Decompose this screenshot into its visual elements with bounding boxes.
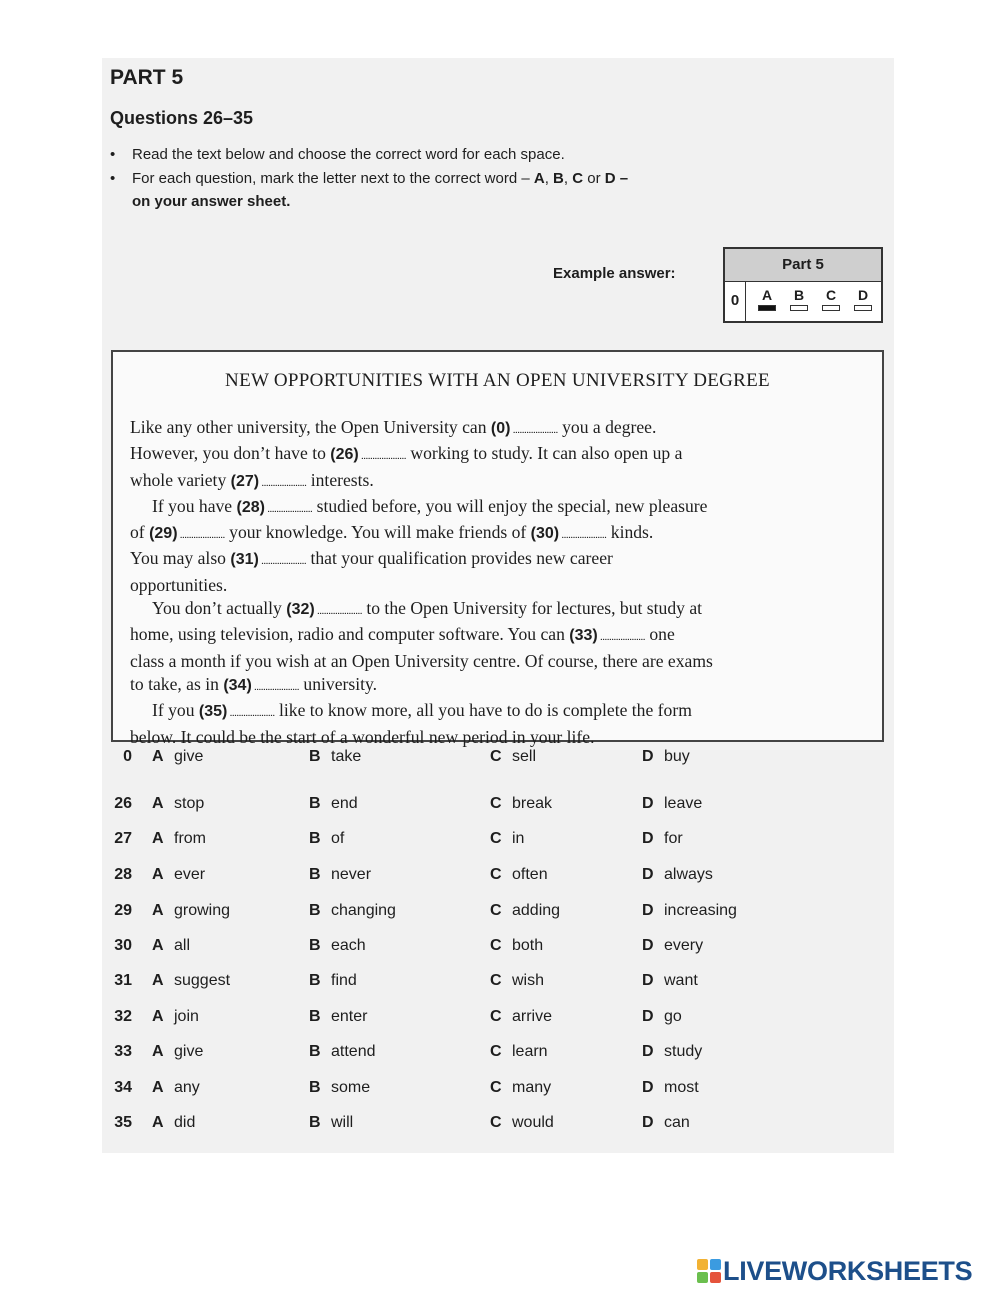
question-row	[104, 1008, 884, 1032]
passage-text: home, using television, radio and computer software. You can	[130, 624, 570, 645]
gap-number: (31)	[230, 551, 259, 569]
passage-text: Like any other university, the Open University can	[130, 417, 491, 437]
gap-blank[interactable]: ....................	[259, 476, 307, 489]
option-letter: A	[152, 748, 164, 765]
passage-body	[130, 416, 870, 749]
example-option-d[interactable]	[851, 287, 875, 311]
passage-text: If you have	[152, 495, 237, 516]
option-a[interactable]	[152, 937, 190, 955]
gap-blank[interactable]: ....................	[227, 707, 275, 720]
option-letter: D	[642, 830, 654, 847]
passage-text: below. It could be the start of a wonderful new period in your life.	[130, 726, 595, 747]
option-letter: D	[642, 1079, 654, 1096]
option-word: every	[664, 937, 704, 954]
example-option-letter: D	[857, 287, 869, 303]
option-word: increasing	[664, 902, 737, 919]
option-letter: B	[309, 1008, 321, 1025]
option-letter: A	[152, 1008, 164, 1025]
option-letter: C	[490, 866, 502, 883]
option-letter: A	[152, 830, 164, 847]
option-word: many	[512, 1079, 552, 1096]
option-b[interactable]	[309, 1114, 353, 1132]
passage-line	[130, 623, 870, 649]
option-a[interactable]	[152, 795, 204, 813]
option-word: from	[174, 830, 206, 847]
question-number: 35	[114, 1114, 132, 1131]
option-word: give	[174, 1043, 204, 1060]
example-option-letter: A	[761, 287, 773, 303]
question-number: 0	[123, 748, 132, 765]
option-word: stop	[174, 795, 205, 812]
option-letter: B	[309, 1079, 321, 1096]
option-word: changing	[331, 902, 396, 919]
option-a[interactable]	[152, 1079, 200, 1097]
question-number: 34	[114, 1079, 132, 1096]
option-letter: D	[642, 937, 654, 954]
passage-text: of	[130, 522, 150, 543]
option-b[interactable]	[309, 937, 366, 955]
option-c[interactable]	[490, 937, 543, 955]
question-number: 26	[114, 795, 132, 812]
passage-line	[130, 495, 870, 521]
option-letter: C	[490, 902, 502, 919]
option-word: of	[331, 830, 345, 847]
option-word: all	[174, 937, 191, 954]
example-number: 0	[725, 281, 746, 321]
passage-text: working to study. It can also open up a	[405, 443, 683, 464]
gap-blank[interactable]: ....................	[314, 605, 362, 618]
option-word: wish	[512, 972, 545, 989]
option-word: give	[174, 748, 204, 765]
option-a[interactable]	[152, 902, 230, 920]
option-word: attend	[331, 1043, 376, 1060]
passage-text: like to know more, all you have to do is complete the form	[274, 700, 692, 721]
option-letter: C	[490, 1008, 502, 1025]
gap-number: (27)	[230, 472, 260, 490]
option-c[interactable]	[490, 1008, 552, 1026]
option-c[interactable]	[490, 866, 548, 884]
gap-blank[interactable]: ....................	[510, 424, 558, 436]
question-number: 28	[114, 866, 132, 883]
answer-mark	[854, 305, 872, 311]
gap-number: (29)	[149, 525, 178, 543]
option-letter: A	[152, 1114, 164, 1131]
question-row	[104, 1079, 884, 1103]
gap-blank[interactable]: ....................	[258, 555, 307, 568]
option-word: in	[512, 830, 525, 847]
bullet: •	[110, 146, 116, 163]
option-word: growing	[174, 902, 231, 919]
option-word: never	[331, 866, 372, 883]
option-letter: C	[490, 748, 502, 765]
gap-blank[interactable]: ....................	[358, 450, 406, 463]
option-b[interactable]	[309, 748, 361, 766]
example-option-c[interactable]	[819, 287, 843, 311]
option-a[interactable]	[152, 748, 203, 766]
option-b[interactable]	[309, 1008, 367, 1026]
option-d[interactable]	[642, 830, 683, 848]
option-word: for	[664, 830, 683, 847]
passage-text: to the Open University for lectures, but study at	[361, 598, 703, 619]
option-word: some	[331, 1079, 371, 1096]
option-c[interactable]	[490, 830, 524, 848]
option-a[interactable]	[152, 1008, 199, 1026]
example-answer-box	[723, 247, 883, 323]
option-c[interactable]	[490, 1043, 548, 1061]
answer-mark	[822, 305, 840, 311]
option-letter: C	[490, 1079, 502, 1096]
option-letter: B	[309, 1114, 321, 1131]
gap-number: (33)	[569, 627, 598, 645]
option-d[interactable]	[642, 866, 713, 884]
gap-number: (32)	[286, 601, 315, 619]
option-b[interactable]	[309, 1043, 375, 1061]
option-d[interactable]	[642, 748, 690, 766]
question-row	[104, 972, 884, 996]
option-word: both	[512, 937, 544, 954]
passage-line	[130, 650, 870, 673]
instruction-1: • Read the text below and choose the correct word for each space.	[110, 146, 565, 163]
option-letter: C	[490, 972, 502, 989]
gap-number: (26)	[330, 446, 359, 464]
option-word: will	[331, 1114, 354, 1131]
option-letter: A	[152, 795, 164, 812]
option-word: can	[664, 1114, 690, 1131]
question-row	[104, 937, 884, 961]
gap-blank[interactable]: ....................	[597, 631, 645, 644]
option-d[interactable]	[642, 1008, 682, 1026]
option-letter: D	[642, 1114, 654, 1131]
option-letter: B	[309, 866, 321, 883]
option-a[interactable]	[152, 830, 206, 848]
gap-number: (35)	[198, 703, 228, 721]
question-row	[104, 795, 884, 819]
option-word: study	[664, 1043, 703, 1060]
example-box-title: Part 5	[725, 249, 881, 282]
option-word: most	[664, 1079, 699, 1096]
passage-line	[130, 726, 870, 749]
option-d[interactable]	[642, 1043, 702, 1061]
gap-number: (34)	[223, 676, 252, 694]
passage-line	[130, 574, 870, 597]
option-word: take	[331, 748, 362, 765]
passage-text: You don’t actually	[152, 598, 287, 619]
option-b[interactable]	[309, 866, 371, 884]
option-c[interactable]	[490, 1079, 551, 1097]
option-d[interactable]	[642, 795, 702, 813]
option-letter: A	[152, 902, 164, 919]
option-letter: B	[309, 748, 321, 765]
passage-line	[130, 521, 870, 547]
option-word: learn	[512, 1043, 548, 1060]
option-d[interactable]	[642, 937, 703, 955]
option-word: leave	[664, 795, 703, 812]
question-number: 27	[114, 830, 132, 847]
question-number: 33	[114, 1043, 132, 1060]
passage-text: your knowledge. You will make friends of	[224, 522, 531, 543]
gap-blank[interactable]: ....................	[264, 502, 313, 515]
question-row	[104, 1114, 884, 1138]
question-number: 31	[114, 972, 132, 989]
bullet: •	[110, 170, 116, 187]
option-c[interactable]	[490, 748, 536, 766]
passage-text: class a month if you wish at an Open University centre. Of course, there are exams	[130, 650, 713, 671]
option-letter: A	[152, 972, 164, 989]
question-number: 32	[114, 1008, 132, 1025]
option-word: each	[331, 937, 366, 954]
option-letter: A	[152, 1043, 164, 1060]
passage-text: interests.	[306, 469, 374, 490]
option-letter: A	[152, 1079, 164, 1096]
liveworksheets-icon	[697, 1259, 721, 1283]
reading-passage	[111, 350, 884, 747]
option-b[interactable]	[309, 902, 396, 920]
option-word: want	[664, 972, 698, 989]
instruction-3: on your answer sheet.	[132, 193, 291, 210]
option-letter: C	[490, 830, 502, 847]
option-d[interactable]	[642, 1114, 690, 1132]
passage-text: university.	[299, 673, 378, 694]
option-word: buy	[664, 748, 690, 765]
option-letter: B	[309, 972, 321, 989]
option-a[interactable]	[152, 972, 230, 990]
option-b[interactable]	[309, 1079, 370, 1097]
passage-text: If you	[152, 700, 199, 721]
passage-text: one	[644, 624, 675, 645]
question-row	[104, 748, 884, 772]
question-row	[104, 830, 884, 854]
option-word: sell	[512, 748, 537, 765]
option-d[interactable]	[642, 972, 698, 990]
option-letter: C	[490, 937, 502, 954]
example-option-a[interactable]	[755, 287, 779, 311]
option-word: always	[664, 866, 713, 883]
passage-text: studied before, you will enjoy the special, new pleasure	[312, 495, 708, 516]
passage-line	[130, 547, 870, 573]
option-word: end	[331, 795, 358, 812]
option-letter: A	[152, 937, 164, 954]
option-letter: D	[642, 972, 654, 989]
option-letter: D	[642, 1043, 654, 1060]
option-c[interactable]	[490, 1114, 554, 1132]
option-letter: D	[642, 902, 654, 919]
passage-line	[130, 469, 870, 495]
passage-text: However, you don’t have to	[130, 443, 331, 464]
option-letter: C	[490, 1043, 502, 1060]
instruction-2: • For each question, mark the letter next to the correct word – A, B, C or D –	[110, 170, 629, 187]
questions-title: Questions 26–35	[110, 108, 254, 128]
option-letter: B	[309, 1043, 321, 1060]
passage-text: You may also	[130, 548, 231, 569]
option-word: arrive	[512, 1008, 553, 1025]
option-letter: D	[642, 1008, 654, 1025]
gap-number: (30)	[530, 525, 560, 543]
question-row	[104, 902, 884, 926]
example-option-b[interactable]	[787, 287, 811, 311]
option-word: go	[664, 1008, 682, 1025]
option-word: enter	[331, 1008, 368, 1025]
option-a[interactable]	[152, 1114, 195, 1132]
option-letter: B	[309, 795, 321, 812]
option-letter: B	[309, 902, 321, 919]
gap-blank[interactable]: ....................	[251, 680, 300, 693]
option-word: would	[512, 1114, 554, 1131]
option-letter: B	[309, 830, 321, 847]
option-letter: C	[490, 795, 502, 812]
option-c[interactable]	[490, 795, 552, 813]
example-answer-label: Example answer:	[553, 265, 676, 282]
option-word: find	[331, 972, 357, 989]
passage-line	[130, 442, 870, 468]
option-a[interactable]	[152, 866, 205, 884]
option-c[interactable]	[490, 972, 544, 990]
gap-blank[interactable]: ....................	[177, 529, 225, 542]
option-letter: B	[309, 937, 321, 954]
option-word: ever	[174, 866, 206, 883]
option-word: suggest	[174, 972, 231, 989]
gap-blank[interactable]: ....................	[559, 529, 607, 542]
option-b[interactable]	[309, 795, 358, 813]
brand-name: LIVEWORKSHEETS	[723, 1256, 973, 1286]
passage-line	[130, 673, 870, 699]
option-word: adding	[512, 902, 561, 919]
option-letter: A	[152, 866, 164, 883]
option-letter: D	[642, 748, 654, 765]
option-word: any	[174, 1079, 200, 1096]
option-d[interactable]	[642, 1079, 699, 1097]
question-row	[104, 1043, 884, 1067]
question-number: 29	[114, 902, 132, 919]
example-option-letter: C	[825, 287, 837, 303]
option-b[interactable]	[309, 972, 357, 990]
passage-line	[130, 699, 870, 725]
passage-text: to take, as in	[130, 673, 224, 694]
example-option-letter: B	[793, 287, 805, 303]
option-letter: D	[642, 866, 654, 883]
answer-mark	[758, 305, 776, 311]
option-letter: C	[490, 1114, 502, 1131]
option-b[interactable]	[309, 830, 344, 848]
passage-title: NEW OPPORTUNITIES WITH AN OPEN UNIVERSITY DEGREE	[225, 370, 770, 391]
option-word: did	[174, 1114, 196, 1131]
passage-line	[130, 416, 870, 442]
option-word: break	[512, 795, 553, 812]
passage-text: whole variety	[130, 469, 231, 490]
option-letter: D	[642, 795, 654, 812]
option-word: join	[174, 1008, 199, 1025]
option-c[interactable]	[490, 902, 560, 920]
passage-line	[130, 597, 870, 623]
passage-text: that your qualification provides new career	[306, 548, 613, 569]
gap-number: (0)	[490, 420, 511, 437]
passage-text: opportunities.	[130, 574, 228, 595]
option-word: often	[512, 866, 548, 883]
answer-mark	[790, 305, 808, 311]
option-d[interactable]	[642, 902, 737, 920]
passage-text: you a degree.	[557, 417, 657, 437]
gap-number: (28)	[236, 498, 265, 516]
question-row	[104, 866, 884, 890]
part-title: PART 5	[110, 66, 184, 89]
passage-text: kinds.	[606, 522, 654, 543]
question-number: 30	[114, 937, 132, 954]
option-a[interactable]	[152, 1043, 203, 1061]
